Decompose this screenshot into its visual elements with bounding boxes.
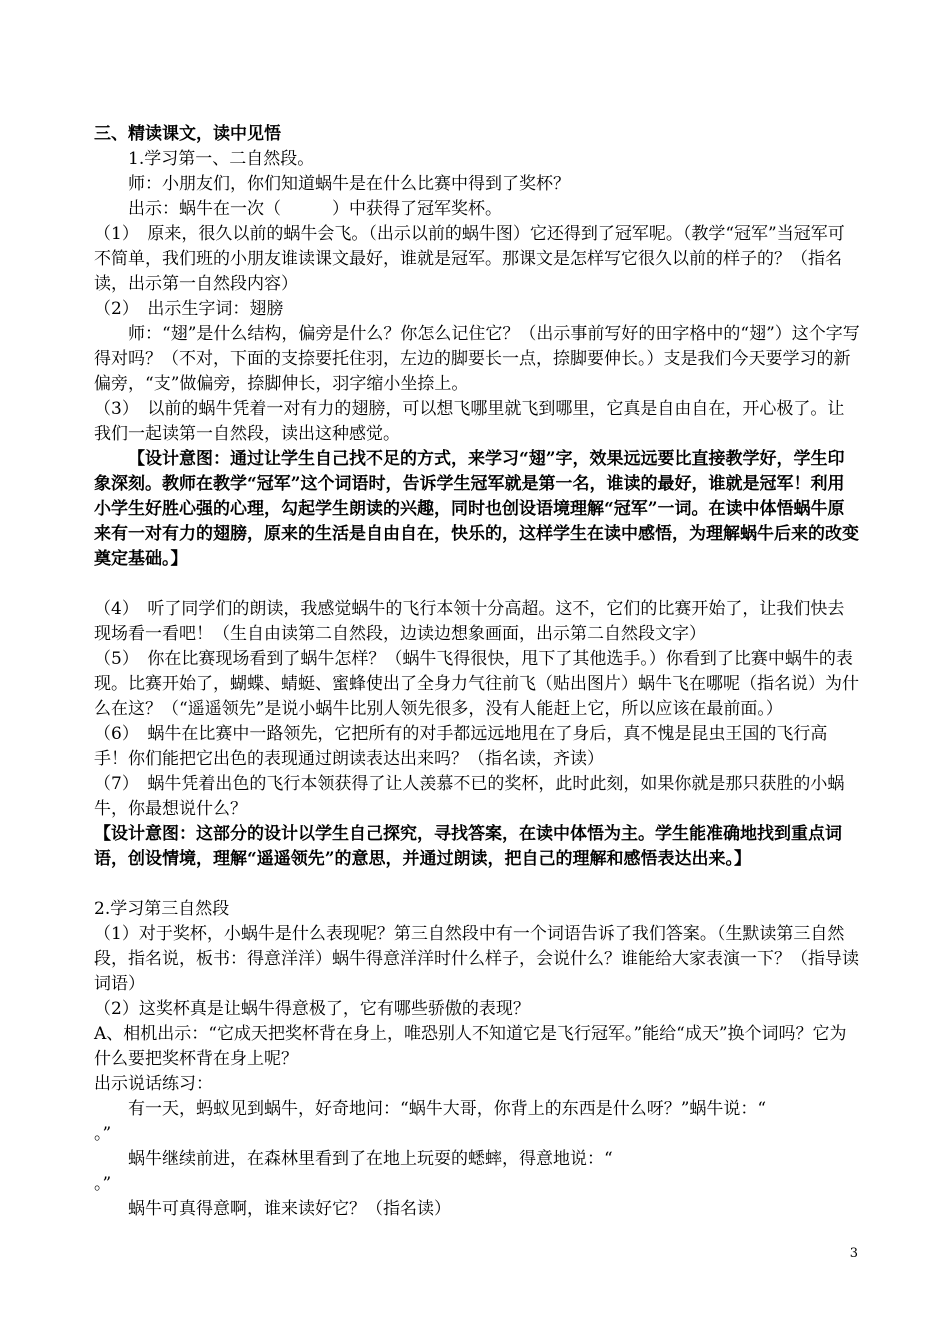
practice-2-prompt: 蜗牛继续前进，在森林里看到了在地上玩耍的蟋蟀，得意地说：“ (128, 1149, 613, 1169)
step-4: （4） 听了同学们的朗读，我感觉蜗牛的飞行本领十分高超。这不，它们的比赛开始了，让我们快去现场看一看吧！（生自由读第二自然段，边读边想象画面，出示第二自然段文字） (94, 599, 845, 644)
step-1: （1） 原来，很久以前的蜗牛会飞。（出示以前的蜗牛图）它还得到了冠军呢。（教学“冠军”当冠军可不简单，我们班的小朋友谁读课文最好，谁就是冠军。那课文是怎样写它很久以前的样子的？（指名读，出示第一自然段内容） (94, 224, 845, 294)
step-2-detail: 师：“翅”是什么结构，偏旁是什么？你怎么记住它？（出示事前写好的田字格中的“翅”）这个字写得对吗？（不对，下面的支捺要托住羽，左边的脚要长一点，捺脚要伸长。）支是我们今天要学习的新偏旁，“支”做偏旁，捺脚伸长，羽字缩小坐捺上。 (94, 324, 860, 394)
step-2: （2） 出示生字词：翅膀 (94, 299, 284, 319)
step-7: （7） 蜗牛凭着出色的飞行本领获得了让人羡慕不已的奖杯，此时此刻，如果你就是那只获胜的小蜗牛，你最想说什么？ (94, 774, 845, 819)
page-number: 3 (849, 1246, 858, 1261)
speaking-practice-label: 出示说话练习： (94, 1074, 213, 1094)
practice-1-end: 。” (94, 1124, 112, 1144)
part2-item-a: A、相机出示：“它成天把奖杯背在身上，唯恐别人不知道它是飞行冠军。”能给“成天”换个词吗？它为什么要把奖杯背在身上呢？ (94, 1024, 847, 1069)
part2-item-1: （1）对于奖杯，小蜗牛是什么表现呢？第三自然段中有一个词语告诉了我们答案。（生默读第三自然段，指名说，板书：得意洋洋）蜗牛得意洋洋时什么样子，会说什么？谁能给大家表演一下？（指导读词语） (94, 924, 859, 994)
teacher-question: 师：小朋友们，你们知道蜗牛是在什么比赛中得到了奖杯？ (128, 174, 570, 194)
design-intent-2: 【设计意图：这部分的设计以学生自己探究，寻找答案，在读中体悟为主。学生能准确地找到重点词语，创设情境，理解“遥遥领先”的意思，并通过朗读，把自己的理解和感悟表达出来。】 (94, 824, 842, 869)
step-6: （6） 蜗牛在比赛中一路领先，它把所有的对手都远远地甩在了身后，真不愧是昆虫王国的飞行高手！你们能把它出色的表现通过朗读表达出来吗？（指名读，齐读） (94, 724, 828, 769)
design-intent-1: 【设计意图：通过让学生自己找不足的方式，来学习“翅”字，效果远远要比直接教学好，学生印象深刻。教师在教学“冠军”这个词语时，告诉学生冠军就是第一名，谁读的最好，谁就是冠军！利用小学生好胜心强的心理，勾起学生朗读的兴趣，同时也创设语境理解“冠军”一词。在读中体悟蜗牛原来有一对有力的翅膀，原来的生活是自由自在，快乐的，这样学生在读中感悟，为理解蜗牛后来的改变奠定基础。】 (94, 449, 859, 569)
display-prompt: 出示：蜗牛在一次（ ）中获得了冠军奖杯。 (128, 199, 502, 219)
part2-title: 2.学习第三自然段 (94, 899, 230, 919)
practice-2-end: 。” (94, 1174, 112, 1194)
part1-title: 1.学习第一、二自然段。 (128, 149, 315, 169)
part2-item-2: （2）这奖杯真是让蜗牛得意极了，它有哪些骄傲的表现？ (94, 999, 530, 1019)
document-body (94, 120, 860, 1222)
step-3: （3） 以前的蜗牛凭着一对有力的翅膀，可以想飞哪里就飞到哪里，它真是自由自在，开心极了。让我们一起读第一自然段，读出这种感觉。 (94, 399, 845, 444)
practice-1-prompt: 有一天，蚂蚁见到蜗牛，好奇地问：“蜗牛大哥，你背上的东西是什么呀？”蜗牛说：“ (128, 1099, 767, 1119)
spacer (94, 872, 860, 897)
closing-line: 蜗牛可真得意啊，谁来读好它？（指名读） (128, 1199, 451, 1219)
step-5: （5） 你在比赛现场看到了蜗牛怎样？（蜗牛飞得很快，甩下了其他选手。）你看到了比赛中蜗牛的表现。比赛开始了，蝴蝶、蜻蜓、蜜蜂使出了全身力气往前飞（贴出图片）蜗牛飞在哪呢（指名说）为什么在这？（“遥遥领先”是说小蜗牛比别人领先很多，没有人能赶上它，所以应该在最前面。） (94, 649, 859, 719)
spacer (94, 572, 860, 597)
section-heading: 三、精读课文，读中见悟 (94, 124, 281, 144)
